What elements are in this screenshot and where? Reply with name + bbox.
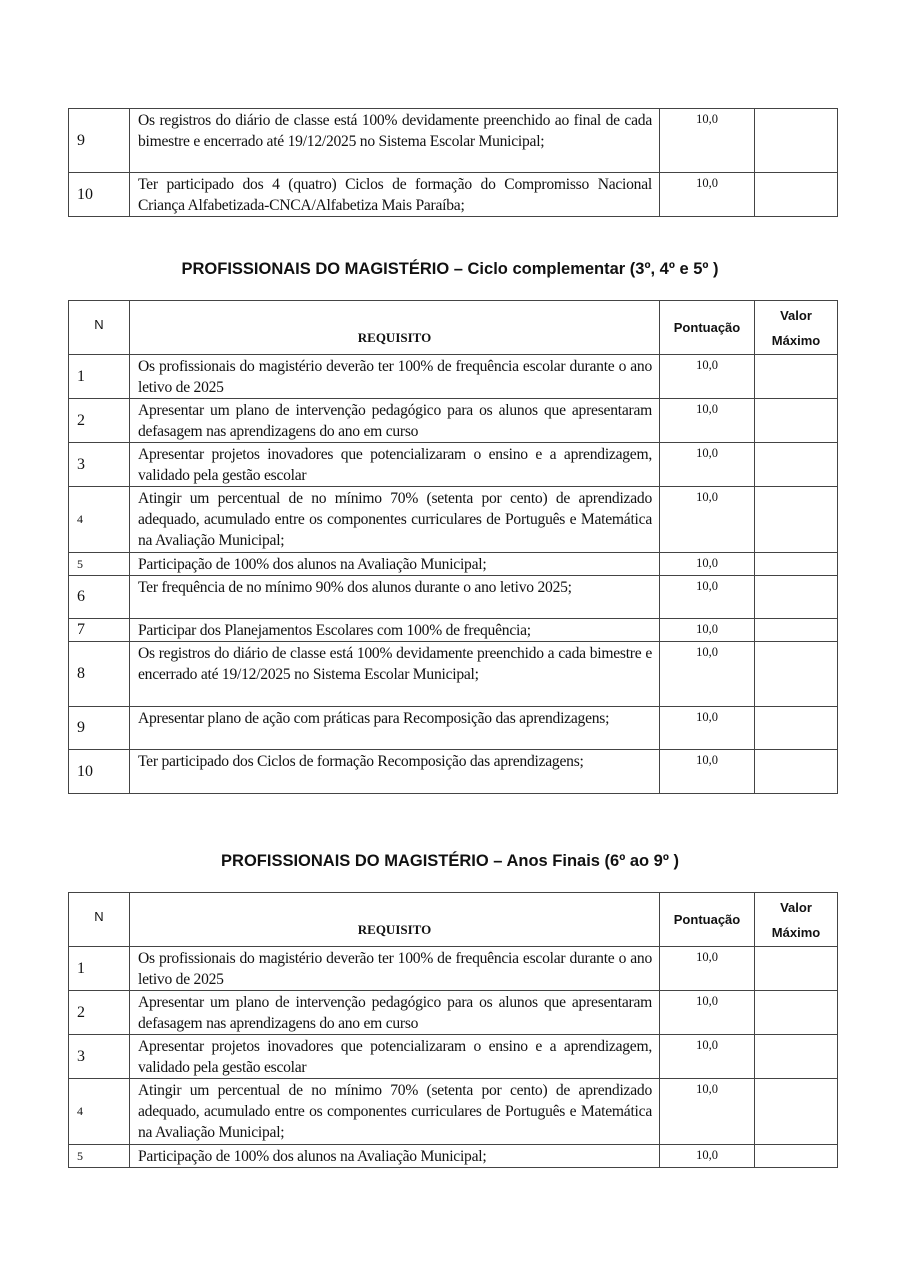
max-value-cell[interactable]: [755, 553, 838, 576]
requirements-table-anos-finais: [68, 892, 838, 1168]
table-row: [69, 1035, 838, 1079]
requirement-text: Apresentar um plano de intervenção pedagógico para os alunos que apresentaram defasagem nas aprendizagens do ano em curso: [130, 991, 660, 1035]
row-number: 5: [69, 553, 130, 576]
max-value-cell[interactable]: [755, 1079, 838, 1145]
max-value-cell[interactable]: [755, 576, 838, 619]
table-row: [69, 109, 838, 173]
table-row: [69, 487, 838, 553]
max-value-cell[interactable]: [755, 487, 838, 553]
table-row: [69, 443, 838, 487]
max-value-cell[interactable]: [755, 399, 838, 443]
table-row: [69, 619, 838, 642]
score-value: 10,0: [660, 1035, 755, 1079]
row-number: 7: [69, 619, 130, 642]
table-header-row: [69, 893, 838, 947]
requirement-text: Atingir um percentual de no mínimo 70% (setenta por cento) de aprendizado adequado, acumulado entre os componentes curriculares de Português e Matemática na Avaliação Municipal;: [130, 1079, 660, 1145]
table-row: [69, 355, 838, 399]
row-number: 1: [69, 947, 130, 991]
table-row: [69, 947, 838, 991]
score-value: 10,0: [660, 750, 755, 794]
score-value: 10,0: [660, 553, 755, 576]
header-valor-maximo: [755, 301, 838, 355]
row-number: 3: [69, 443, 130, 487]
row-number: 4: [69, 487, 130, 553]
score-value: 10,0: [660, 991, 755, 1035]
max-value-cell[interactable]: [755, 707, 838, 750]
row-number: 2: [69, 399, 130, 443]
header-pontuacao: Pontuação: [660, 301, 755, 355]
score-value: 10,0: [660, 576, 755, 619]
max-value-cell[interactable]: [755, 991, 838, 1035]
score-value: 10,0: [660, 109, 755, 173]
requirement-text: Participar dos Planejamentos Escolares com 100% de frequência;: [130, 619, 660, 642]
max-value-cell[interactable]: [755, 642, 838, 707]
header-valor-maximo: [755, 893, 838, 947]
max-value-cell[interactable]: [755, 109, 838, 173]
table-row: [69, 642, 838, 707]
requirement-text: Apresentar projetos inovadores que potencializaram o ensino e a aprendizagem, validado pela gestão escolar: [130, 443, 660, 487]
header-valor: Valor: [780, 899, 812, 915]
score-value: 10,0: [660, 707, 755, 750]
score-value: 10,0: [660, 619, 755, 642]
score-value: 10,0: [660, 355, 755, 399]
max-value-cell[interactable]: [755, 355, 838, 399]
requirements-table-continued: [68, 108, 838, 217]
requirements-table-ciclo-complementar: [68, 300, 838, 794]
score-value: 10,0: [660, 1079, 755, 1145]
max-value-cell[interactable]: [755, 947, 838, 991]
header-valor: Valor: [780, 307, 812, 323]
row-number: 2: [69, 991, 130, 1035]
table-row: [69, 1079, 838, 1145]
table-header-row: [69, 301, 838, 355]
max-value-cell[interactable]: [755, 619, 838, 642]
requirement-text: Os registros do diário de classe está 100% devidamente preenchido ao final de cada bimestre e encerrado até 19/12/2025 no Sistema Escolar Municipal;: [130, 109, 660, 173]
requirement-text: Os registros do diário de classe está 100% devidamente preenchido a cada bimestre e encerrado até 19/12/2025 no Sistema Escolar Municipal;: [130, 642, 660, 707]
max-value-cell[interactable]: [755, 443, 838, 487]
requirement-text: Ter participado dos Ciclos de formação Recomposição das aprendizagens;: [130, 750, 660, 794]
requirement-text: Atingir um percentual de no mínimo 70% (setenta por cento) de aprendizado adequado, acumulado entre os componentes curriculares de Português e Matemática na Avaliação Municipal;: [130, 487, 660, 553]
table-row: [69, 750, 838, 794]
requirement-text: Apresentar um plano de intervenção pedagógico para os alunos que apresentaram defasagem nas aprendizagens do ano em curso: [130, 399, 660, 443]
max-value-cell[interactable]: [755, 1035, 838, 1079]
row-number: 6: [69, 576, 130, 619]
requirement-text: Ter frequência de no mínimo 90% dos alunos durante o ano letivo 2025;: [130, 576, 660, 619]
row-number: 9: [69, 707, 130, 750]
row-number: 10: [69, 750, 130, 794]
table-row: [69, 173, 838, 217]
score-value: 10,0: [660, 173, 755, 217]
table-row: [69, 553, 838, 576]
table-row: [69, 576, 838, 619]
score-value: 10,0: [660, 487, 755, 553]
requirement-text: Apresentar plano de ação com práticas para Recomposição das aprendizagens;: [130, 707, 660, 750]
row-number: 3: [69, 1035, 130, 1079]
row-number: 8: [69, 642, 130, 707]
table-row: [69, 399, 838, 443]
requirement-text: Apresentar projetos inovadores que potencializaram o ensino e a aprendizagem, validado pela gestão escolar: [130, 1035, 660, 1079]
requirement-text: Participação de 100% dos alunos na Avaliação Municipal;: [130, 1145, 660, 1168]
max-value-cell[interactable]: [755, 173, 838, 217]
header-pontuacao: Pontuação: [660, 893, 755, 947]
section-title-ciclo-complementar: PROFISSIONAIS DO MAGISTÉRIO – Ciclo complementar (3º, 4º e 5º ): [181, 260, 719, 278]
requirement-text: Os profissionais do magistério deverão ter 100% de frequência escolar durante o ano letivo de 2025: [130, 947, 660, 991]
score-value: 10,0: [660, 947, 755, 991]
header-maximo: Máximo: [771, 332, 821, 348]
row-number: 9: [69, 109, 130, 173]
row-number: 5: [69, 1145, 130, 1168]
header-n: N: [69, 893, 130, 947]
score-value: 10,0: [660, 1145, 755, 1168]
header-requisito: REQUISITO: [130, 893, 660, 947]
header-requisito: REQUISITO: [130, 301, 660, 355]
score-value: 10,0: [660, 642, 755, 707]
table-row: [69, 991, 838, 1035]
header-n: N: [69, 301, 130, 355]
max-value-cell[interactable]: [755, 750, 838, 794]
score-value: 10,0: [660, 443, 755, 487]
table-row: [69, 1145, 838, 1168]
table-row: [69, 707, 838, 750]
max-value-cell[interactable]: [755, 1145, 838, 1168]
header-maximo: Máximo: [771, 924, 821, 940]
requirement-text: Participação de 100% dos alunos na Avaliação Municipal;: [130, 553, 660, 576]
row-number: 1: [69, 355, 130, 399]
requirement-text: Os profissionais do magistério deverão ter 100% de frequência escolar durante o ano letivo de 2025: [130, 355, 660, 399]
requirement-text: Ter participado dos 4 (quatro) Ciclos de formação do Compromisso Nacional Criança Alfabetizada-CNCA/Alfabetiza Mais Paraíba;: [130, 173, 660, 217]
row-number: 4: [69, 1079, 130, 1145]
row-number: 10: [69, 173, 130, 217]
section-title-anos-finais: PROFISSIONAIS DO MAGISTÉRIO – Anos Finais (6º ao 9º ): [221, 852, 679, 870]
score-value: 10,0: [660, 399, 755, 443]
